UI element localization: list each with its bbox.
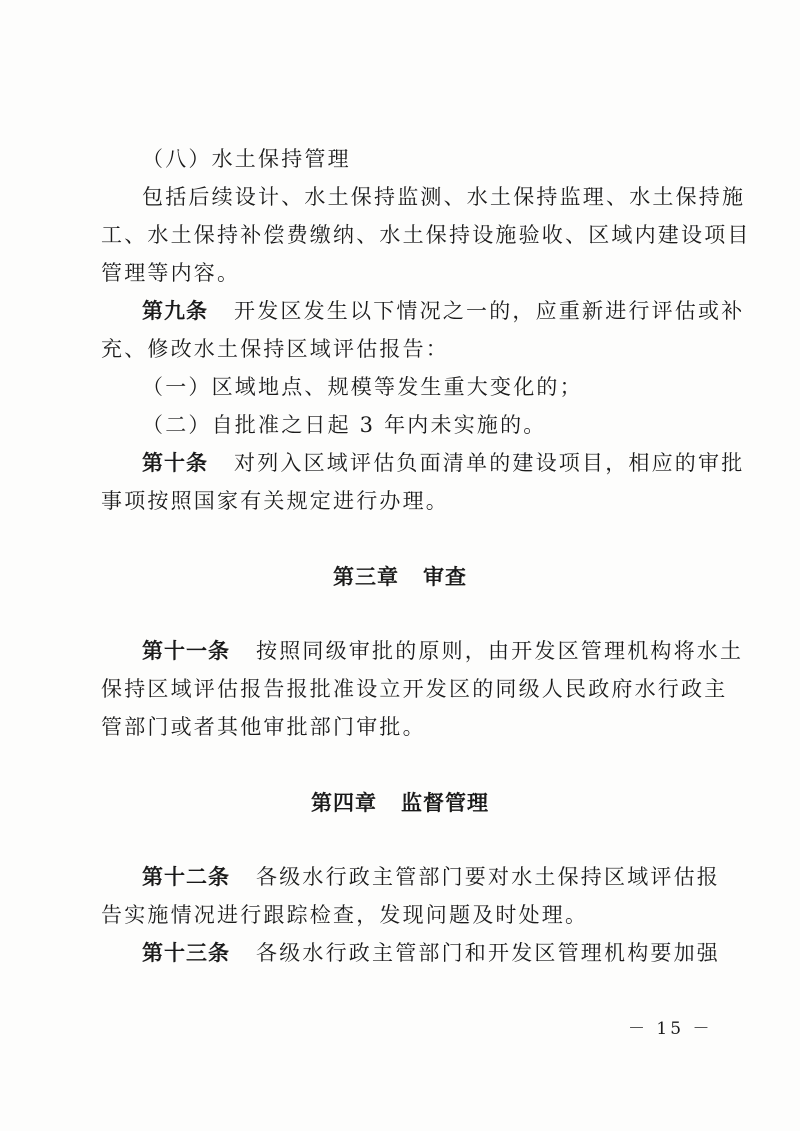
article-12-label: 第十二条	[142, 864, 230, 889]
article-13-line	[142, 939, 720, 967]
list-item: （一）区域地点、规模等发生重大变化的；	[142, 375, 583, 399]
paragraph-line: 充、修改水土保持区域评估报告：	[101, 337, 449, 361]
article-9-text: 开发区发生以下情况之一的，应重新进行评估或补	[234, 299, 745, 323]
paragraph-line: 告实施情况进行跟踪检查，发现问题及时处理。	[101, 903, 589, 927]
article-12-text: 各级水行政主管部门要对水土保持区域评估报	[256, 865, 720, 889]
paragraph-line: 管部门或者其他审批部门审批。	[101, 715, 426, 739]
article-13-text: 各级水行政主管部门和开发区管理机构要加强	[256, 941, 720, 965]
article-13-label: 第十三条	[142, 940, 230, 965]
list-item: （二）自批准之日起 3 年内未实施的。	[142, 413, 547, 437]
article-10-label: 第十条	[142, 450, 208, 475]
chapter-3-number: 第三章	[333, 564, 399, 589]
article-9-line	[142, 297, 744, 325]
page-number: － 15 －	[628, 1019, 713, 1039]
chapter-4-number: 第四章	[311, 790, 377, 815]
paragraph-line: 保持区域评估报告报批准设立开发区的同级人民政府水行政主	[101, 677, 728, 701]
chapter-4-heading	[0, 789, 800, 817]
article-11-line	[142, 637, 743, 665]
article-12-line	[142, 863, 720, 891]
section-heading-water-soil-management: （八）水土保持管理	[142, 147, 351, 171]
article-10-text: 对列入区域评估负面清单的建设项目，相应的审批	[234, 451, 745, 475]
article-11-text: 按照同级审批的原则，由开发区管理机构将水土	[256, 639, 744, 663]
chapter-3-heading	[0, 563, 800, 591]
paragraph-line: 事项按照国家有关规定进行办理。	[101, 489, 449, 513]
chapter-4-title: 监督管理	[401, 790, 489, 815]
article-10-line	[142, 449, 744, 477]
article-9-label: 第九条	[142, 298, 208, 323]
paragraph-line: 管理等内容。	[101, 261, 241, 285]
paragraph-line: 工、水土保持补偿费缴纳、水土保持设施验收、区域内建设项目	[101, 223, 751, 247]
paragraph-line: 包括后续设计、水土保持监测、水土保持监理、水土保持施	[142, 185, 746, 209]
chapter-3-title: 审查	[423, 564, 467, 589]
article-11-label: 第十一条	[142, 638, 230, 663]
